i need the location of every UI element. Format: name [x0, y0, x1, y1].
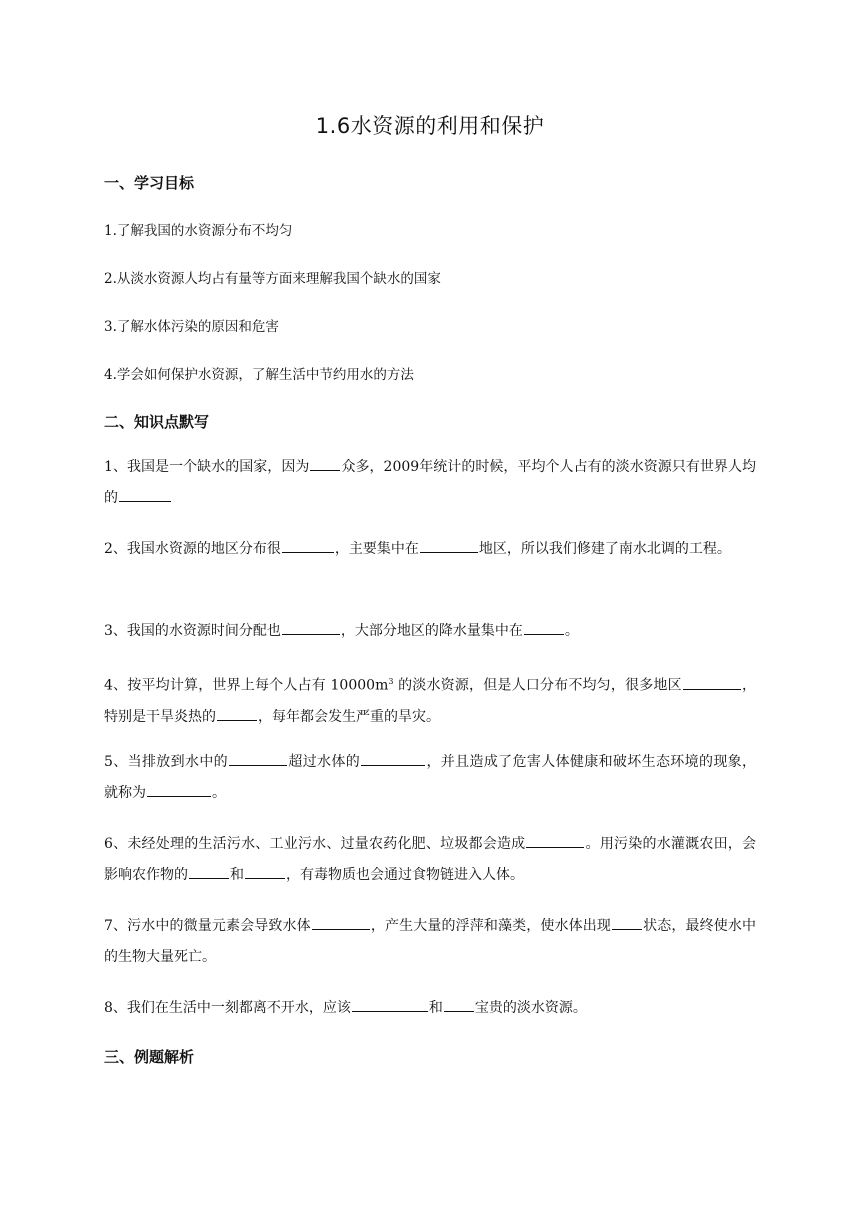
blank[interactable] — [282, 537, 334, 553]
section-heading-examples: 三、例题解析 — [104, 1048, 195, 1066]
goal-item: 1.了解我国的水资源分布不均匀 — [104, 223, 293, 239]
goal-item: 4.学会如何保护水资源，了解生活中节约用水的方法 — [104, 367, 414, 383]
question-5: 5、当排放到水中的 超过水体的 ，并且造成了危害人体健康和破坏生态环境的现象，就称为 。 — [104, 747, 756, 809]
blank[interactable] — [524, 619, 564, 635]
blank[interactable] — [612, 914, 642, 930]
page-title: 1.6水资源的利用和保护 — [315, 114, 545, 138]
section-heading-dictation: 二、知识点默写 — [104, 413, 210, 431]
blank[interactable] — [420, 537, 478, 553]
blank[interactable] — [217, 705, 257, 721]
question-1: 1、我国是一个缺水的国家，因为 众多，2009年统计的时候，平均个人占有的淡水资源只有世界人均的 — [104, 452, 756, 514]
section-heading-goals: 一、学习目标 — [104, 174, 195, 192]
blank[interactable] — [147, 781, 211, 797]
blank[interactable] — [444, 996, 474, 1012]
question-8: 8、我们在生活中一刻都离不开水，应该 和 宝贵的淡水资源。 — [104, 993, 756, 1024]
blank[interactable] — [310, 455, 340, 471]
question-6: 6、未经处理的生活污水、工业污水、过量农药化肥、垃圾都会造成 。用污染的水灌溉农田，会影响农作物的 和 ，有毒物质也会通过食物链进入人体。 — [104, 829, 756, 891]
blank[interactable] — [683, 674, 741, 690]
blank[interactable] — [312, 914, 370, 930]
blank[interactable] — [282, 619, 340, 635]
question-2: 2、我国水资源的地区分布很 ，主要集中在 地区，所以我们修建了南水北调的工程。 — [104, 534, 756, 565]
blank[interactable] — [361, 750, 425, 766]
question-4: 4、按平均计算，世界上每个人占有 $10000m^3$ 的淡水资源，但是人口分布不均匀，很多地区 ，特别是干旱炎热的 ，每年都会发生严重的旱灾。 — [104, 666, 756, 733]
blank[interactable] — [189, 863, 229, 879]
goal-item: 3.了解水体污染的原因和危害 — [104, 319, 279, 335]
goal-item: 2.从淡水资源人均占有量等方面来理解我国个缺水的国家 — [104, 271, 441, 287]
question-3: 3、我国的水资源时间分配也 ，大部分地区的降水量集中在 。 — [104, 616, 756, 647]
blank[interactable] — [352, 996, 428, 1012]
blank[interactable] — [245, 863, 285, 879]
blank[interactable] — [119, 486, 171, 502]
blank[interactable] — [229, 750, 287, 766]
question-7: 7、污水中的微量元素会导致水体 ，产生大量的浮萍和藻类，使水体出现 状态，最终使水中的生物大量死亡。 — [104, 911, 756, 973]
blank[interactable] — [526, 832, 584, 848]
